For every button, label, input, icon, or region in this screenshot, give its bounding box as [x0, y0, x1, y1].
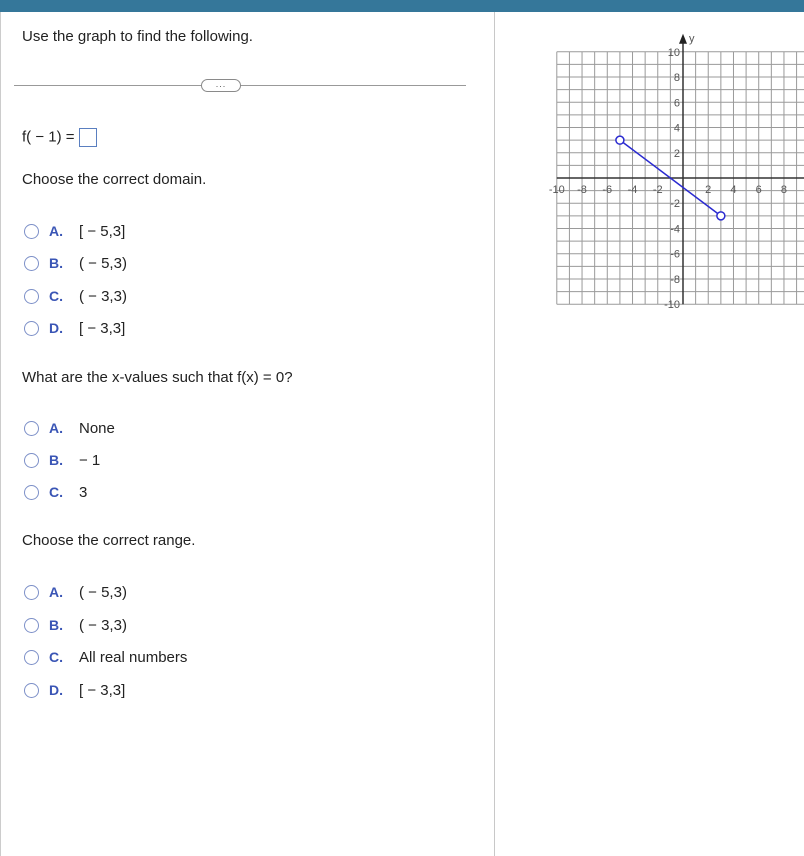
q3-option-a[interactable]: [24, 418, 115, 438]
x-tick-label: -10: [548, 184, 565, 196]
x-tick-label: 6: [755, 184, 762, 196]
y-tick-label: -8: [670, 273, 680, 286]
option-text: 3: [79, 483, 88, 501]
zeros-prompt: What are the x-values such that f(x) = 0?: [22, 369, 293, 386]
radio-button[interactable]: [24, 224, 39, 239]
option-letter: C.: [49, 288, 63, 304]
q4-option-c[interactable]: [24, 647, 187, 667]
q3-option-b[interactable]: [24, 450, 100, 470]
option-text: − 1: [79, 451, 101, 469]
radio-button[interactable]: [24, 650, 39, 665]
y-tick-label: 10: [667, 46, 680, 59]
option-letter: C.: [49, 649, 63, 665]
left-border: [0, 12, 1, 856]
y-tick-label: -2: [670, 198, 680, 211]
y-tick-label: 8: [673, 72, 680, 85]
question-f-of-minus-1: [22, 128, 97, 147]
q3-option-c[interactable]: [24, 482, 87, 502]
option-letter: D.: [49, 320, 63, 336]
radio-button[interactable]: [24, 683, 39, 698]
q4-option-a[interactable]: [24, 582, 127, 602]
x-tick-label: -8: [577, 184, 587, 196]
open-endpoint-left: [616, 136, 624, 144]
option-text: None: [79, 419, 115, 437]
option-letter: A.: [49, 420, 63, 436]
option-text: All real numbers: [79, 648, 188, 666]
radio-button[interactable]: [24, 289, 39, 304]
radio-button[interactable]: [24, 256, 39, 271]
q4-option-b[interactable]: [24, 615, 127, 635]
q2-option-a[interactable]: [24, 221, 125, 241]
x-tick-label: 2: [705, 184, 712, 196]
option-letter: C.: [49, 484, 63, 500]
option-text: ( − 5,3): [79, 254, 127, 272]
option-text: ( − 5,3): [79, 583, 127, 601]
radio-button[interactable]: [24, 618, 39, 633]
x-tick-label: 4: [730, 184, 737, 196]
function-graph: [530, 25, 804, 325]
x-tick-label: -6: [602, 184, 613, 196]
q2-option-b[interactable]: [24, 253, 127, 273]
option-text: [ − 5,3]: [79, 222, 126, 240]
y-axis-arrow-icon: [679, 34, 687, 44]
range-prompt: Choose the correct range.: [22, 532, 196, 549]
radio-button[interactable]: [24, 485, 39, 500]
question-label: f( − 1) =: [22, 128, 75, 146]
radio-button[interactable]: [24, 321, 39, 336]
option-text: ( − 3,3): [79, 287, 127, 305]
answer-input[interactable]: [79, 128, 97, 147]
option-text: [ − 3,3]: [79, 319, 126, 337]
q2-option-c[interactable]: [24, 286, 127, 306]
option-text: ( − 3,3): [79, 616, 127, 634]
y-tick-label: -6: [670, 248, 680, 261]
option-letter: B.: [49, 255, 63, 271]
domain-prompt: Choose the correct domain.: [22, 171, 207, 188]
panel-divider: [494, 12, 495, 856]
x-tick-label: 8: [780, 184, 788, 196]
y-tick-label: 6: [673, 97, 680, 110]
option-text: [ − 3,3]: [79, 681, 126, 699]
option-letter: B.: [49, 452, 63, 468]
radio-button[interactable]: [24, 453, 39, 468]
y-tick-label: 2: [673, 147, 680, 160]
q2-option-d[interactable]: [24, 318, 125, 338]
instruction: Use the graph to find the following.: [22, 28, 253, 45]
y-axis-label: y: [689, 32, 695, 45]
option-letter: A.: [49, 584, 63, 600]
option-letter: A.: [49, 223, 63, 239]
y-tick-label: -10: [664, 299, 680, 312]
option-letter: D.: [49, 682, 63, 698]
x-tick-label: -2: [652, 184, 663, 196]
q4-option-d[interactable]: [24, 680, 125, 700]
open-endpoint-right: [717, 212, 725, 220]
y-tick-label: 4: [673, 122, 680, 135]
radio-button[interactable]: [24, 421, 39, 436]
option-letter: B.: [49, 617, 63, 633]
top-bar: [0, 0, 804, 12]
x-tick-label: -4: [627, 184, 638, 196]
more-button[interactable]: ...: [201, 79, 241, 92]
radio-button[interactable]: [24, 585, 39, 600]
y-tick-label: -4: [670, 223, 680, 236]
